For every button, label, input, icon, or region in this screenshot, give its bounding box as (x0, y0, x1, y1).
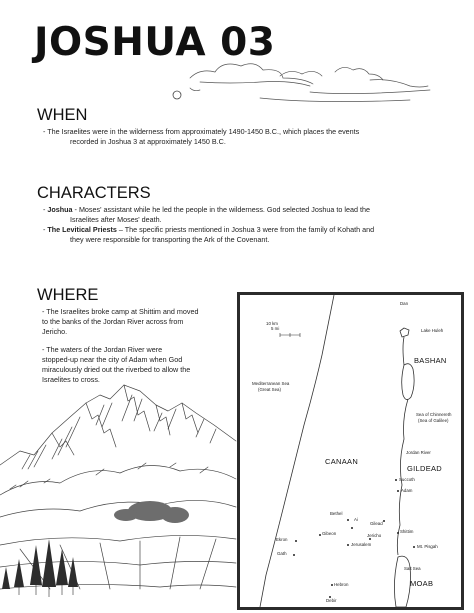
place-mediterranean: Mediterranean Sea (252, 381, 290, 386)
place-dan: Dan (400, 301, 409, 306)
place-ekron: Ekron (276, 537, 288, 542)
place-succoth: Succoth (399, 477, 415, 482)
where-p2-line: Israelites to cross. (42, 375, 100, 384)
place-jericho: Jericho (367, 533, 382, 538)
character-desc: – The specific priests mentioned in Joshua 3 were from the family of Kohath and (116, 225, 375, 234)
place-lake-huleh: Lake Huleh (421, 328, 444, 333)
character-desc-cont: they were responsible for transporting the Ark of the Covenant. (70, 235, 270, 244)
region-gildead: GILDEAD (407, 464, 443, 473)
when-line-2: recorded in Joshua 3 at approximately 1450 B.C. (70, 137, 226, 146)
where-p2-line: - The waters of the Jordan River were (42, 345, 163, 354)
clouds-illustration (160, 58, 460, 118)
region-bashan: BASHAN (414, 356, 447, 365)
place-galilee: (Sea of Galilee) (418, 418, 449, 423)
place-salt-sea: Salt Sea (404, 566, 421, 571)
where-p2-line: stopped-up near the city of Adam when God (42, 355, 183, 364)
characters-heading: CHARACTERS (37, 184, 151, 202)
region-canaan: CANAAN (325, 457, 359, 466)
place-bethel: Bethel (330, 511, 343, 516)
place-hebron: Hebron (334, 582, 349, 587)
character-name: Joshua (47, 205, 73, 214)
place-gilead: Gilead (370, 521, 383, 526)
place-mt-pisgah: Mt. Pisgah (417, 544, 438, 549)
where-p2-line: miraculously dried out the riverbed to allow the (42, 365, 191, 374)
region-moab: MOAB (410, 579, 434, 588)
scale-mi: 5 mi (271, 326, 280, 331)
character-name: The Levitical Priests (47, 225, 117, 234)
landscape-illustration (0, 355, 240, 613)
character-desc-cont: Israelites after Moses' death. (70, 215, 162, 224)
place-great-sea: (Great Sea) (258, 387, 281, 392)
when-line-1: - The Israelites were in the wilderness from approximately 1490-1450 B.C., which places the events (43, 127, 360, 136)
where-p1-line: Jericho. (42, 327, 68, 336)
place-gibeon: Gibeon (322, 531, 337, 536)
place-jordan-river: Jordan River (406, 450, 431, 455)
character-desc: - Moses' assistant while he led the people in the wilderness. God selected Joshua to lead the (72, 205, 370, 214)
where-p1-line: - The Israelites broke camp at Shittim and moved (42, 307, 199, 316)
map (237, 292, 464, 610)
when-heading: WHEN (37, 106, 88, 124)
place-debir: Debir (326, 598, 337, 603)
place-shittim: Shittim (400, 529, 414, 534)
place-jerusalem: Jerusalem (351, 542, 372, 547)
place-adam: Adam (401, 488, 413, 493)
place-ai: Ai (354, 517, 358, 522)
place-chinnereth: Sea of Chinnereth (416, 412, 452, 417)
where-heading: WHERE (37, 286, 99, 304)
character-item: - The Levitical Priests – The specific priests mentioned in Joshua 3 were from the family of Kohath and (43, 225, 375, 234)
page-title: JOSHUA 03 (34, 20, 276, 65)
when-text (43, 127, 359, 147)
place-gath: Gath (277, 551, 287, 556)
characters-list (43, 205, 374, 245)
where-p1-line: to the banks of the Jordan River across from (42, 317, 184, 326)
scale-km: 10 km (266, 321, 278, 326)
character-item: - Joshua - Moses' assistant while he led the people in the wilderness. God selected Joshua to lead the (43, 205, 370, 214)
